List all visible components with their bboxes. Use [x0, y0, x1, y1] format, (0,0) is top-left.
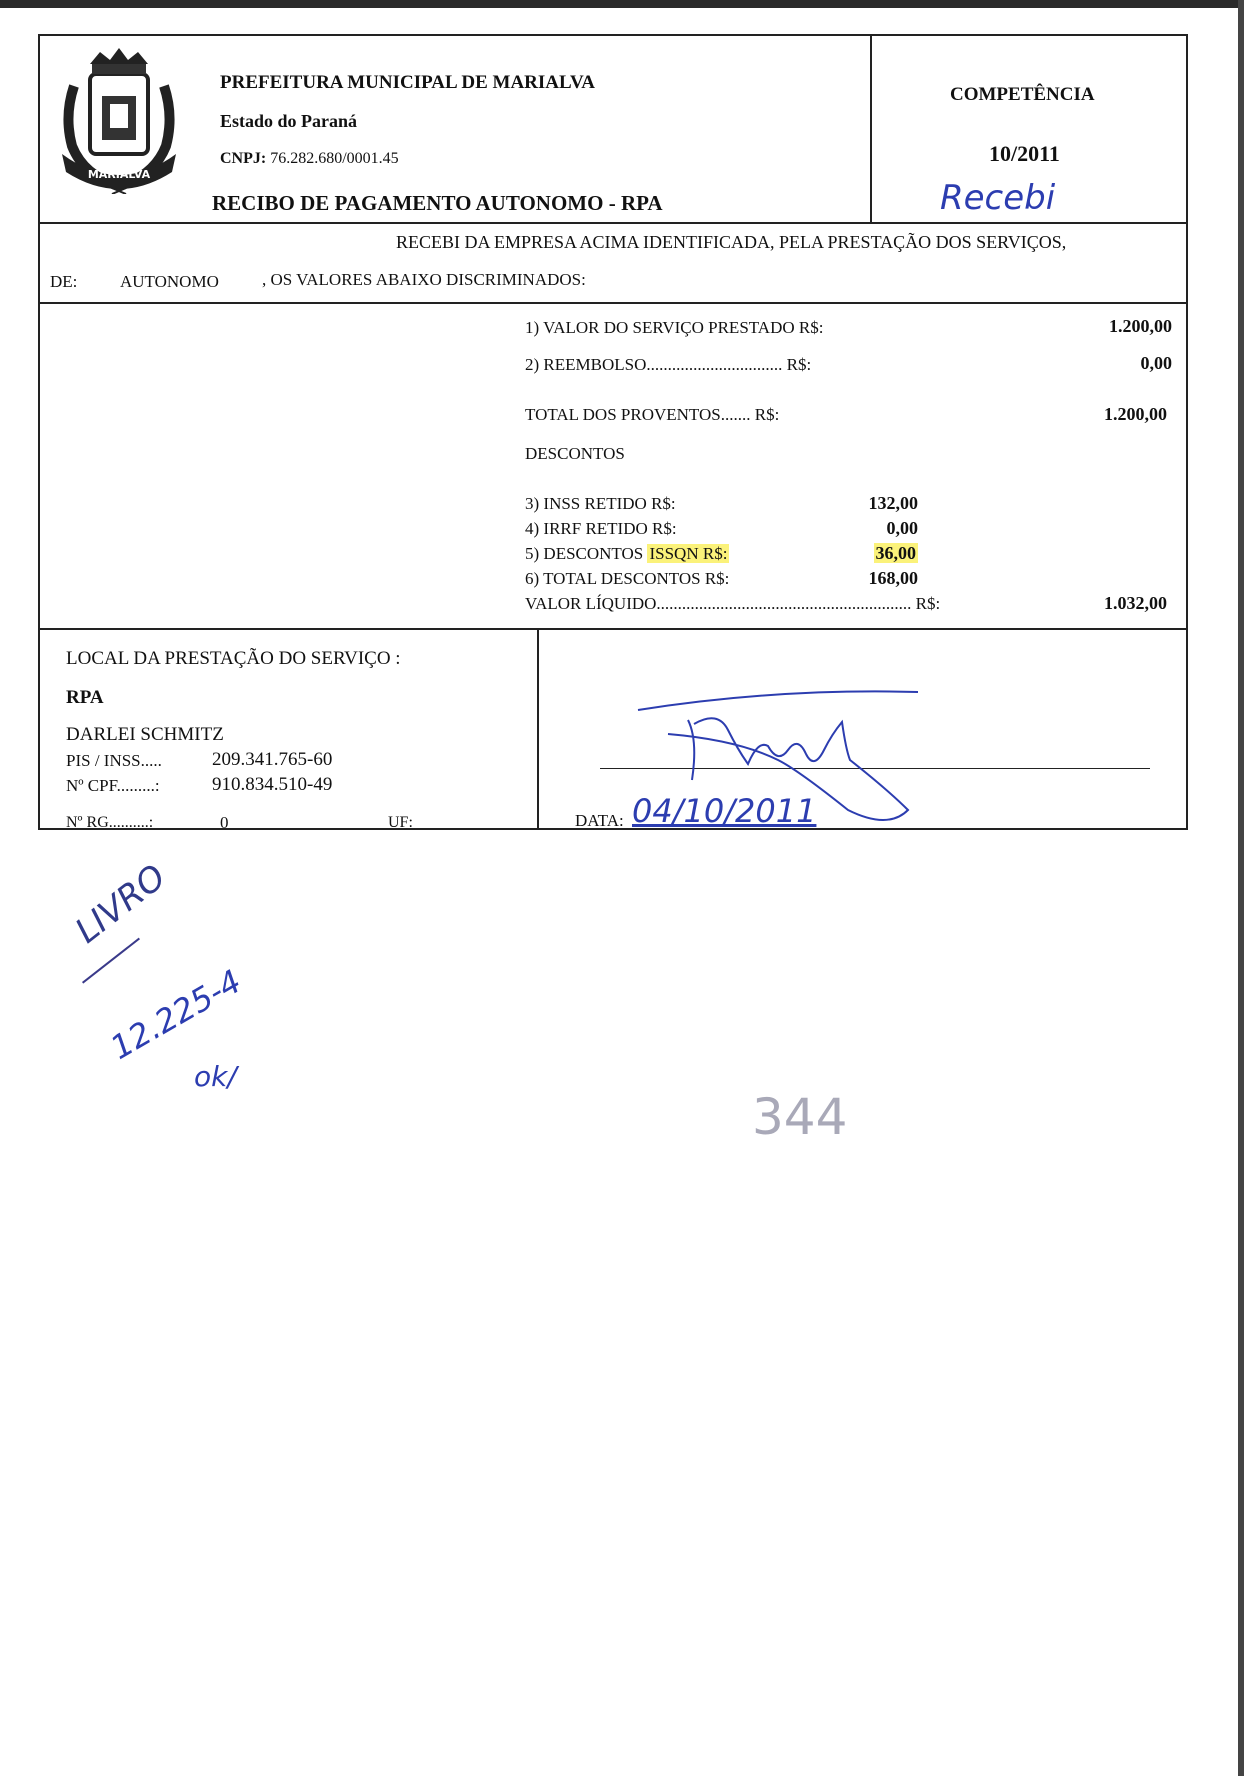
total-discounts-value: 168,00 — [868, 568, 918, 588]
irrf-value: 0,00 — [886, 518, 918, 538]
competence-value: 10/2011 — [989, 141, 1060, 166]
total-earnings-value: 1.200,00 — [1104, 404, 1167, 424]
competence-label: COMPETÊNCIA — [950, 84, 1095, 105]
inss-label: 3) INSS RETIDO R$: — [525, 494, 676, 513]
total-discounts-label: 6) TOTAL DESCONTOS R$: — [525, 569, 730, 588]
scan-right-edge — [1238, 0, 1244, 1776]
service-value: 1.200,00 — [1109, 316, 1172, 336]
total-earnings-label: TOTAL DOS PROVENTOS....... R$: — [525, 405, 780, 424]
cnpj-label: CNPJ: — [220, 150, 267, 167]
uf-label: UF: — [388, 814, 413, 831]
statement-line-1: RECEBI DA EMPRESA ACIMA IDENTIFICADA, PELA PRESTAÇÃO DOS SERVIÇOS, — [396, 232, 1067, 252]
net-value: 1.032,00 — [1104, 593, 1167, 613]
pis-label: PIS / INSS..... — [66, 751, 162, 770]
cnpj-value: 76.282.680/0001.45 — [270, 150, 399, 167]
pis-value: 209.341.765-60 — [212, 749, 333, 770]
inss-value: 132,00 — [868, 493, 918, 513]
municipality-name: PREFEITURA MUNICIPAL DE MARIALVA — [220, 72, 595, 93]
signature-divider — [537, 628, 539, 830]
refund-value: 0,00 — [1140, 353, 1172, 373]
service-type: RPA — [66, 687, 104, 708]
cpf-value: 910.834.510-49 — [212, 774, 333, 795]
statement-bottom-line — [38, 302, 1188, 304]
issqn-label-prefix: 5) DESCONTOS — [525, 544, 648, 563]
rg-label: Nº RG..........: — [66, 814, 154, 831]
date-label: DATA: — [575, 811, 624, 830]
handwritten-date: 04/10/2011 — [632, 792, 817, 830]
provider-name: DARLEI SCHMITZ — [66, 724, 224, 745]
competence-divider — [870, 34, 872, 224]
scan-top-band — [0, 0, 1244, 8]
de-label: DE: — [50, 272, 78, 291]
net-value-label: VALOR LÍQUIDO............................................................ R$: — [525, 594, 941, 613]
handwritten-received: Recebi — [940, 178, 1056, 218]
rg-value: 0 — [220, 813, 229, 832]
discounts-heading: DESCONTOS — [525, 444, 625, 463]
irrf-label: 4) IRRF RETIDO R$: — [525, 519, 677, 538]
seal-text: MARIALVA — [87, 168, 151, 181]
cpf-label: Nº CPF.........: — [66, 776, 160, 795]
handwritten-page-number: 344 — [752, 1088, 848, 1146]
issqn-label-highlight: ISSQN R$: — [649, 544, 728, 563]
refund-label: 2) REEMBOLSO................................ R$: — [525, 355, 812, 374]
service-value-label: 1) VALOR DO SERVIÇO PRESTADO R$: — [525, 318, 824, 337]
header-bottom-line — [38, 222, 1188, 224]
statement-line-2: , OS VALORES ABAIXO DISCRIMINADOS: — [262, 270, 586, 289]
issqn-label — [525, 544, 729, 564]
state-name: Estado do Paraná — [220, 111, 358, 131]
document-title: RECIBO DE PAGAMENTO AUTONOMO - RPA — [212, 191, 663, 215]
handwritten-note-ok: ok/ — [194, 1060, 237, 1093]
handwritten-note-livro: LIVRO — [68, 856, 174, 952]
handwritten-note-number: 12.225-4 — [104, 962, 248, 1067]
service-location-label: LOCAL DA PRESTAÇÃO DO SERVIÇO : — [66, 648, 401, 669]
issqn-value — [800, 543, 918, 564]
values-bottom-line — [38, 628, 1188, 630]
issqn-value-highlight: 36,00 — [875, 543, 916, 563]
de-value: AUTONOMO — [120, 272, 219, 291]
municipal-seal-icon — [54, 46, 184, 194]
cnpj-line — [220, 150, 399, 168]
